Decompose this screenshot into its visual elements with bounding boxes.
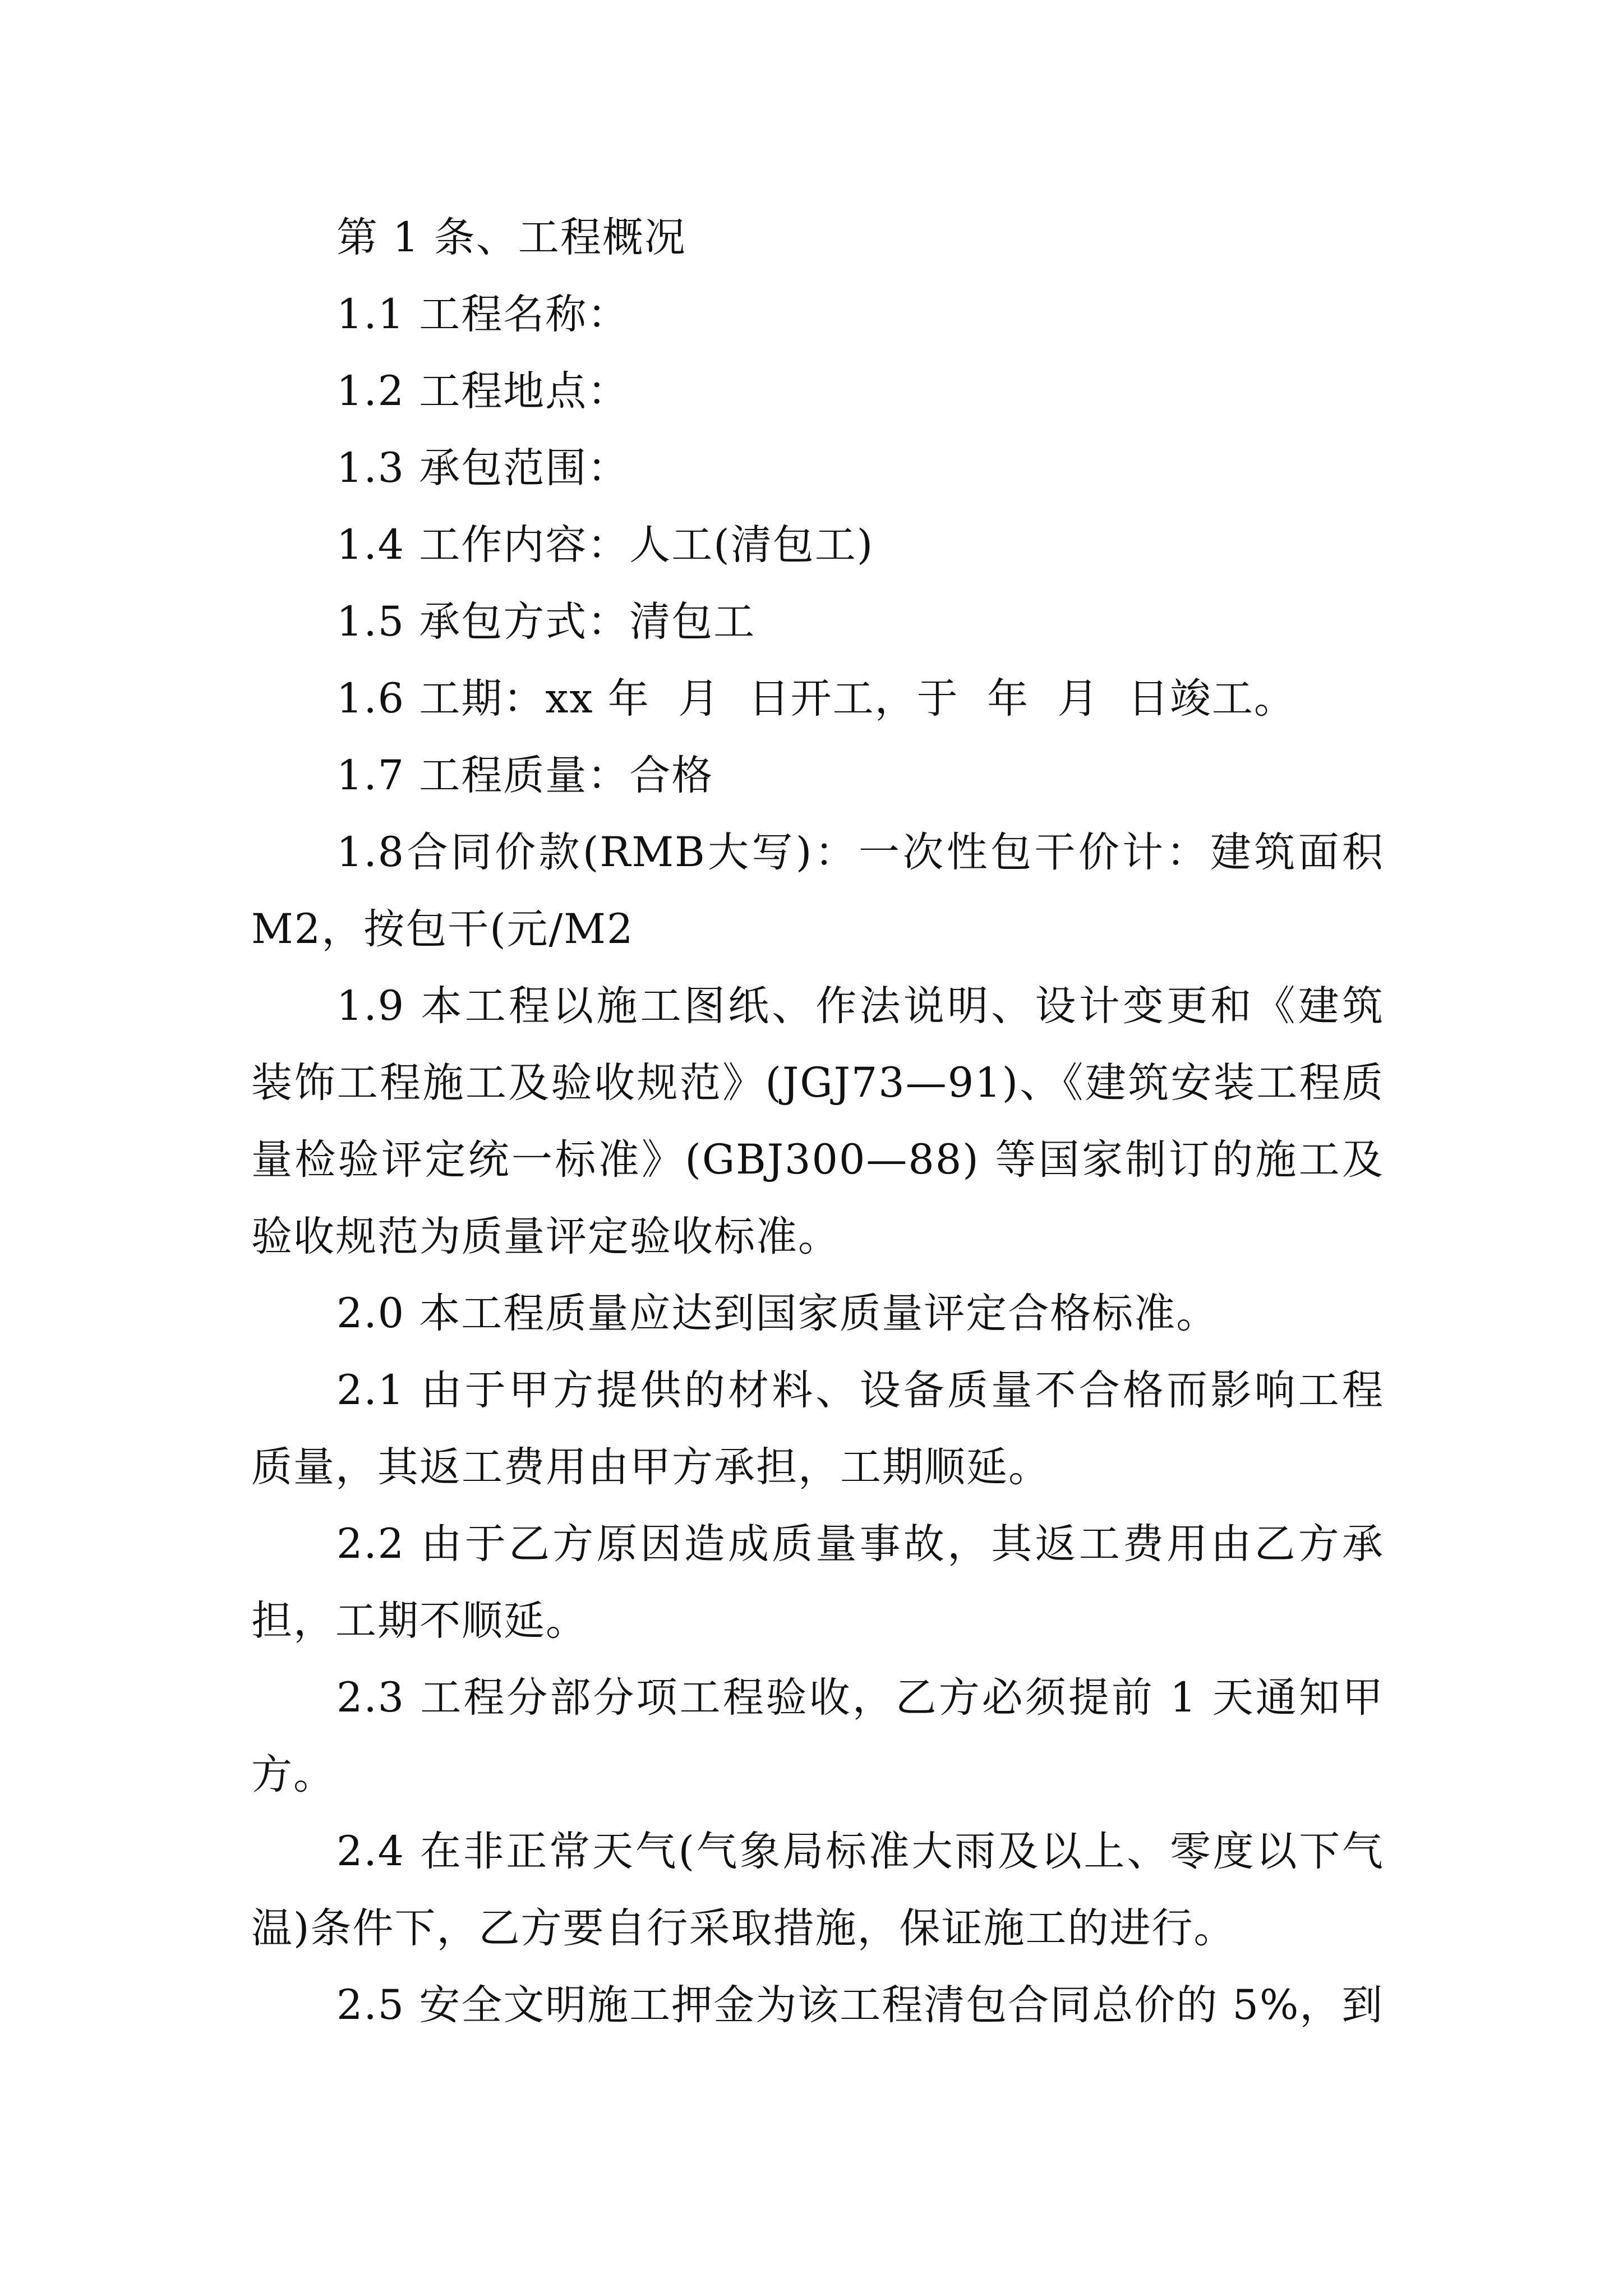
clause-1-3: 1.3 承包范围： [336,444,630,492]
clause-2-4: 2.4 在非正常天气(气象局标准大雨及以上、零度以下气温)条件下，乙方要自行采取措施，保证施工的进行。 [251,1828,1384,1952]
section-heading: 第 1 条、工程概况 [336,214,686,261]
clause-1-7: 1.7 工程质量：合格 [336,752,714,799]
clause-1-2: 1.2 工程地点： [336,367,630,415]
clause-1-1: 1.1 工程名称： [336,291,630,338]
clause-2-3: 2.3 工程分部分项工程验收，乙方必须提前 1 天通知甲方。 [251,1674,1384,1798]
clause-1-6: 1.6 工期：xx 年 月 日开工，于 年 月 日竣工。 [336,675,1296,723]
clause-2-1: 2.1 由于甲方提供的材料、设备质量不合格而影响工程质量，其返工费用由甲方承担，工期顺延。 [251,1366,1384,1491]
clause-2-2: 2.2 由于乙方原因造成质量事故，其返工费用由乙方承担，工期不顺延。 [251,1520,1384,1645]
clause-1-9: 1.9 本工程以施工图纸、作法说明、设计变更和《建筑装饰工程施工及验收规范》(JGJ73—91)、《建筑安装工程质量检验评定统一标准》(GBJ300—88) 等国家制订的施工及验收规范为质量评定验收标准。 [251,982,1384,1260]
clause-2-0: 2.0 本工程质量应达到国家质量评定合格标准。 [336,1290,1219,1337]
clause-1-5: 1.5 承包方式：清包工 [336,598,756,646]
clause-1-8: 1.8合同价款(RMB大写)：一次性包干价计：建筑面积 M2，按包干(元/M2 [251,829,1399,953]
contract-text-body [251,199,1399,2044]
clause-2-5: 2.5 安全文明施工押金为该工程清包合同总价的 5%，到 [336,1981,1384,2029]
clause-1-4: 1.4 工作内容：人工(清包工) [336,521,874,569]
